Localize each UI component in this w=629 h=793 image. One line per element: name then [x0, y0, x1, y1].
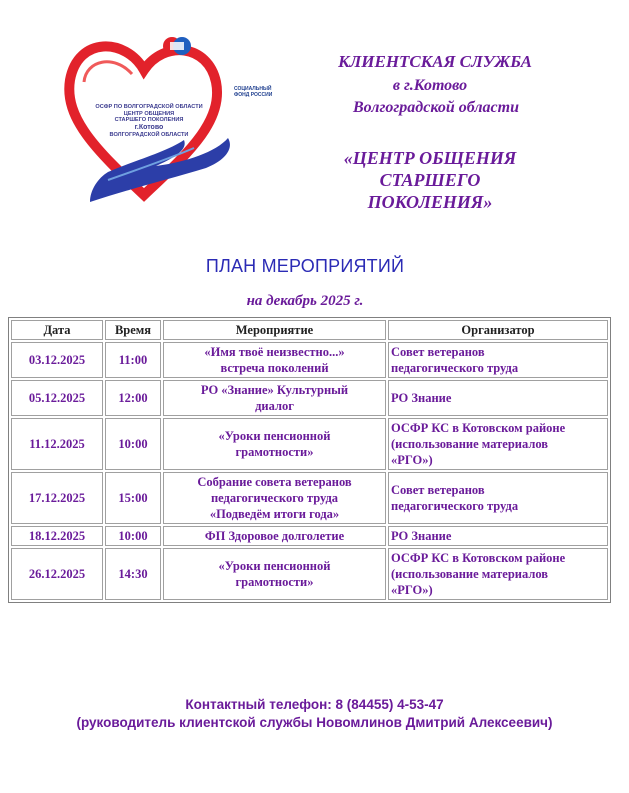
row-event-line: «Уроки пенсионной [218, 429, 331, 443]
table-row [11, 526, 608, 546]
header-event: Мероприятие [163, 320, 386, 340]
row-organizer [388, 472, 608, 524]
row-event [163, 548, 386, 600]
contact-phone: Контактный телефон: 8 (84455) 4-53-47 [185, 697, 444, 712]
logo-caption-line-1: ОСФР ПО ВОЛГОГРАДСКОЙ ОБЛАСТИ [95, 104, 203, 110]
row-organizer-line: (использование материалов [391, 437, 549, 451]
row-organizer-line: Совет ветеранов [391, 345, 485, 359]
row-event [163, 342, 386, 378]
header-date: Дата [11, 320, 103, 340]
row-organizer [388, 380, 608, 416]
row-time: 15:00 [105, 472, 161, 524]
row-date: 03.12.2025 [11, 342, 103, 378]
row-date: 11.12.2025 [11, 418, 103, 470]
center-name-line-1: «ЦЕНТР ОБЩЕНИЯ [343, 148, 517, 168]
row-organizer-line: педагогического труда [391, 361, 519, 375]
contacts-block [0, 696, 629, 732]
center-name-line-3: ПОКОЛЕНИЯ» [367, 192, 493, 212]
row-organizer [388, 418, 608, 470]
row-organizer-line: ОСФР КС в Котовском районе [391, 421, 566, 435]
logo-caption-line-5: ВОЛГОГРАДСКОЙ ОБЛАСТИ [109, 131, 189, 138]
row-event-line: диалог [255, 399, 294, 413]
row-event-line: «Подведём итоги года» [209, 507, 340, 521]
row-time: 10:00 [105, 418, 161, 470]
center-name-line-2: СТАРШЕГО [379, 170, 481, 190]
logo-caption-line-3: СТАРШЕГО ПОКОЛЕНИЯ [114, 117, 184, 124]
row-date: 18.12.2025 [11, 526, 103, 546]
service-city: в г.Котово [392, 77, 468, 94]
center-name [300, 147, 560, 213]
logo-caption [94, 104, 204, 138]
row-organizer-line: Совет ветеранов [391, 483, 485, 497]
row-event [163, 472, 386, 524]
row-organizer [388, 342, 608, 378]
row-organizer-line: РО Знание [391, 391, 452, 405]
row-date: 17.12.2025 [11, 472, 103, 524]
table-row [11, 380, 608, 416]
row-event-line: ФП Здоровое долголетие [204, 529, 345, 543]
plan-subtitle: на декабрь 2025 г. [246, 293, 364, 309]
row-event [163, 380, 386, 416]
row-organizer [388, 548, 608, 600]
table-row [11, 472, 608, 524]
row-organizer-line: «РГО») [391, 583, 433, 597]
row-organizer-line: педагогического труда [391, 499, 519, 513]
row-organizer-line: (использование материалов [391, 567, 549, 581]
row-event-line: грамотности» [235, 575, 314, 589]
row-event-line: педагогического труда [210, 491, 339, 505]
header-organizer: Организатор [388, 320, 608, 340]
service-title: КЛИЕНТСКАЯ СЛУЖБА [338, 52, 532, 71]
row-organizer-line: ОСФР КС в Котовском районе [391, 551, 566, 565]
row-event-line: встреча поколений [220, 361, 329, 375]
table-row [11, 548, 608, 600]
plan-title: ПЛАН МЕРОПРИЯТИЙ [205, 256, 405, 276]
row-time: 12:00 [105, 380, 161, 416]
service-region: Волгоградской области [353, 99, 519, 116]
row-date: 26.12.2025 [11, 548, 103, 600]
row-organizer-line: РО Знание [391, 529, 452, 543]
header-time: Время [105, 320, 161, 340]
row-event [163, 418, 386, 470]
row-event-line: грамотности» [235, 445, 314, 459]
logo-brand-line-2: ФОНД РОССИИ [234, 91, 273, 98]
row-time: 10:00 [105, 526, 161, 546]
row-event-line: РО «Знание» Культурный [200, 383, 349, 397]
row-time: 11:00 [105, 342, 161, 378]
table-row [11, 418, 608, 470]
row-time: 14:30 [105, 548, 161, 600]
logo-caption-city: г.Котово [134, 123, 164, 131]
row-event [163, 526, 386, 546]
row-event-line: «Уроки пенсионной [218, 559, 331, 573]
table-row [11, 342, 608, 378]
events-table [8, 317, 611, 603]
row-event-line: «Имя твоё неизвестно...» [204, 345, 345, 359]
row-event-line: Собрание совета ветеранов [197, 475, 352, 489]
row-organizer-line: «РГО») [391, 453, 433, 467]
row-date: 05.12.2025 [11, 380, 103, 416]
sfr-brand-text [234, 87, 274, 98]
logo-brand-line-1: СОЦИАЛЬНЫЙ [234, 86, 272, 92]
logo-caption-line-2: ЦЕНТР ОБЩЕНИЯ [123, 110, 175, 117]
table-header-row [11, 320, 608, 340]
row-organizer [388, 526, 608, 546]
contact-manager: (руководитель клиентской службы Новомлинов Дмитрий Алексеевич) [76, 715, 553, 730]
